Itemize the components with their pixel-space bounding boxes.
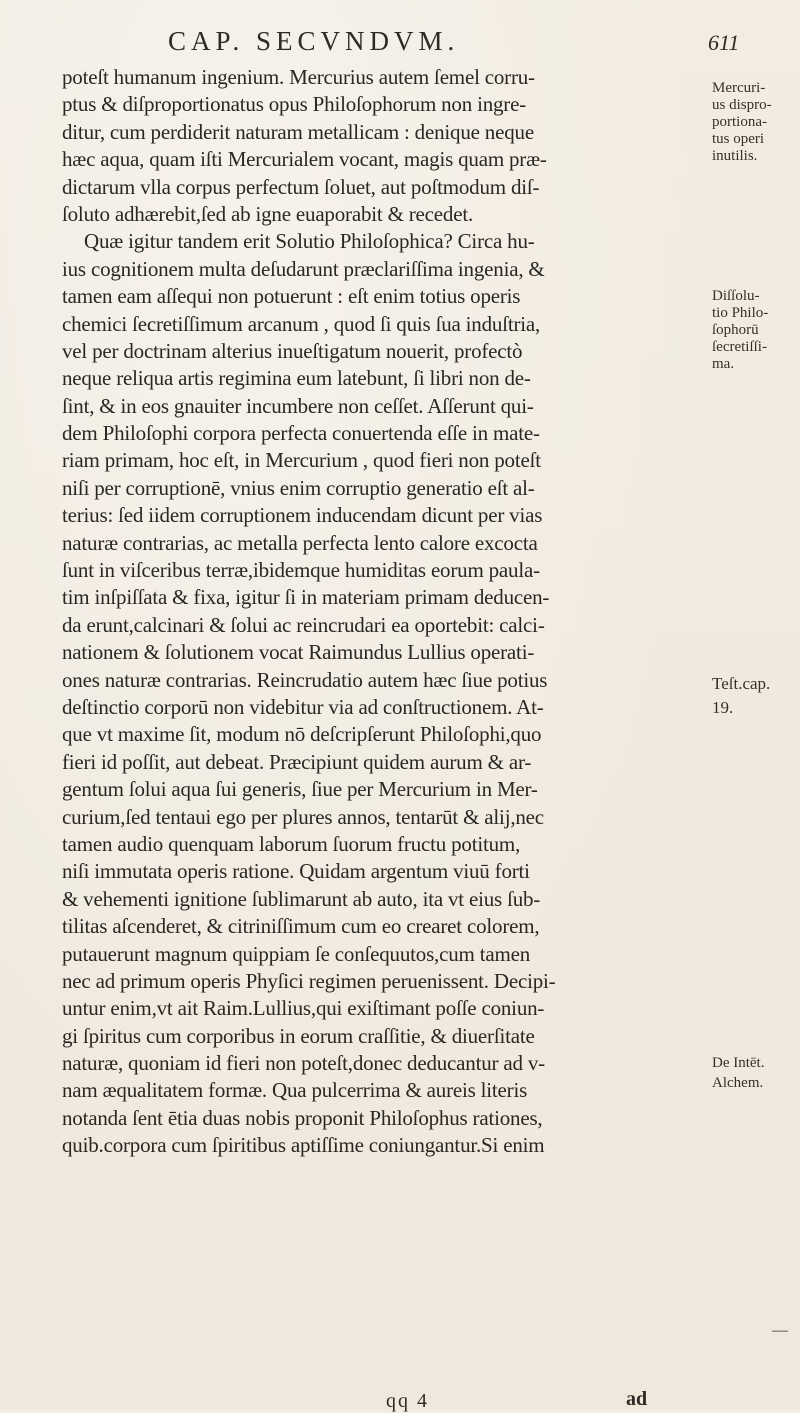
running-head: CAP. SECVNDVM. bbox=[168, 26, 460, 56]
margin-note-line: ma. bbox=[712, 356, 735, 372]
margin-note-line: tio Philo- bbox=[712, 305, 769, 321]
signature-mark: qq 4 bbox=[386, 1390, 429, 1412]
text-line: & vehementi ignitione ſublimarunt ab auto, ita vt eius ſub- bbox=[62, 886, 541, 911]
margin-note-line: us dispro- bbox=[712, 97, 772, 113]
catchword: ad bbox=[626, 1388, 648, 1410]
margin-note-line: tus operi bbox=[712, 131, 765, 147]
text-line: tamen audio quenquam laborum ſuorum fructu potitum, bbox=[62, 831, 521, 856]
text-line: deſtinctio corporū non videbitur via ad conſtructionem. At- bbox=[62, 694, 544, 719]
text-line: notanda ſent ētia duas nobis proponit Philoſophus rationes, bbox=[62, 1105, 543, 1130]
text-line: naturæ, quoniam id fieri non poteſt,donec deducantur ad v- bbox=[62, 1051, 545, 1076]
text-line: curium,ſed tentaui ego per plures annos, tentarūt & alij,nec bbox=[62, 804, 544, 829]
text-line: niſi immutata operis ratione. Quidam argentum viuū forti bbox=[62, 859, 530, 884]
text-line: ditur, cum perdiderit naturam metallicam : denique neque bbox=[62, 119, 534, 144]
margin-note-line: ſecretiſſi- bbox=[712, 339, 767, 355]
text-line: gentum ſolui aqua ſui generis, ſiue per Mercurium in Mer- bbox=[62, 777, 538, 802]
text-line: dictarum vlla corpus perfectum ſoluet, aut poſtmodum diſ- bbox=[62, 174, 540, 199]
margin-note-line: inutilis. bbox=[712, 148, 758, 164]
text-line: que vt maxime ſit, modum nō deſcripſerunt Philoſophi,quo bbox=[62, 722, 542, 747]
text-line: tilitas aſcenderet, & citriniſſimum cum eo crearet colorem, bbox=[62, 914, 540, 939]
margin-note-line: portiona- bbox=[712, 114, 767, 130]
margin-note-line: ſophorū bbox=[712, 322, 759, 338]
text-line: niſi per corruptionē, vnius enim corruptio generatio eſt al- bbox=[62, 475, 535, 500]
text-line: poteſt humanum ingenium. Mercurius autem ſemel corru- bbox=[62, 65, 535, 89]
body-text bbox=[62, 64, 712, 1160]
text-line: Quæ igitur tandem erit Solutio Philoſophica? Circa hu- bbox=[84, 229, 535, 254]
margin-note-line: Alchem. bbox=[712, 1075, 764, 1091]
text-line: tim inſpiſſata & fixa, igitur ſi in materiam primam deducen- bbox=[62, 585, 550, 610]
margin-note-de-intentione bbox=[712, 1053, 798, 1093]
text-line: hæc aqua, quam iſti Mercurialem vocant, magis quam præ- bbox=[62, 147, 547, 172]
text-line: dem Philoſophi corpora perfecta conuertenda eſſe in mate- bbox=[62, 421, 540, 446]
text-line: terius: ſed iidem corruptionem inducendam dicunt per vias bbox=[62, 503, 543, 528]
text-line: tamen eam aſſequi non potuerunt : eſt enim totius operis bbox=[62, 284, 521, 309]
text-line: quib.corpora cum ſpiritibus aptiſſime coniungantur.Si enim bbox=[62, 1133, 545, 1158]
margin-note-line: Mercuri- bbox=[712, 80, 766, 96]
text-line: vel per doctrinam alterius inueſtigatum nouerit, profectò bbox=[62, 338, 523, 363]
text-line: naturæ contrarias, ac metalla perfecta lento calore excocta bbox=[62, 530, 538, 555]
margin-note-line: De Intēt. bbox=[712, 1055, 765, 1071]
text-line: riam primam, hoc eſt, in Mercurium , quod fieri non poteſt bbox=[62, 448, 541, 473]
text-line: ones naturæ contrarias. Reincrudatio autem hæc ſiue potius bbox=[62, 667, 548, 692]
text-line: putauerunt magnum quippiam ſe conſequutos,cum tamen bbox=[62, 941, 531, 966]
margin-note-line: Diſſolu- bbox=[712, 288, 760, 304]
text-line: nec ad primum operis Phyſici regimen peruenissent. Decipi- bbox=[62, 968, 556, 993]
text-line: gi ſpiritus cum corporibus in eorum craſſitie, & diuerſitate bbox=[62, 1023, 535, 1048]
margin-note-line: 19. bbox=[712, 698, 734, 717]
text-line: ſoluto adhærebit,ſed ab igne euaporabit & recedet. bbox=[62, 201, 474, 226]
text-line: fieri id poſſit, aut debeat. Præcipiunt quidem aurum & ar- bbox=[62, 749, 532, 774]
text-line: untur enim,vt ait Raim.Lullius,qui exiſtimant poſſe coniun- bbox=[62, 996, 545, 1021]
margin-note-mercurius bbox=[712, 80, 798, 165]
ink-mark: — bbox=[772, 1322, 788, 1339]
text-line: da erunt,calcinari & ſolui ac reincrudari ea oportebit: calci- bbox=[62, 612, 545, 637]
text-line: ſint, & in eos gnauiter incumbere non ceſſet. Aſſerunt qui- bbox=[62, 393, 534, 418]
margin-note-testamentum bbox=[712, 672, 798, 720]
margin-note-dissolutio bbox=[712, 288, 798, 373]
text-line: ſunt in viſceribus terræ,ibidemque humiditas eorum paula- bbox=[62, 558, 540, 583]
text-line: neque reliqua artis regimina eum latebunt, ſi libri non de- bbox=[62, 366, 531, 391]
text-line: chemici ſecretiſſimum arcanum , quod ſi quis ſua induſtria, bbox=[62, 311, 541, 336]
margin-note-line: Teſt.cap. bbox=[712, 674, 771, 693]
text-line: ius cognitionem multa deſudarunt præclariſſima ingenia, & bbox=[62, 256, 545, 281]
text-line: ptus & diſproportionatus opus Philoſophorum non ingre- bbox=[62, 92, 527, 117]
text-line: nam æqualitatem formæ. Qua pulcerrima & aureis literis bbox=[62, 1078, 528, 1103]
text-line: nationem & ſolutionem vocat Raimundus Lullius operati- bbox=[62, 640, 535, 665]
page-number: 611 bbox=[708, 30, 740, 55]
